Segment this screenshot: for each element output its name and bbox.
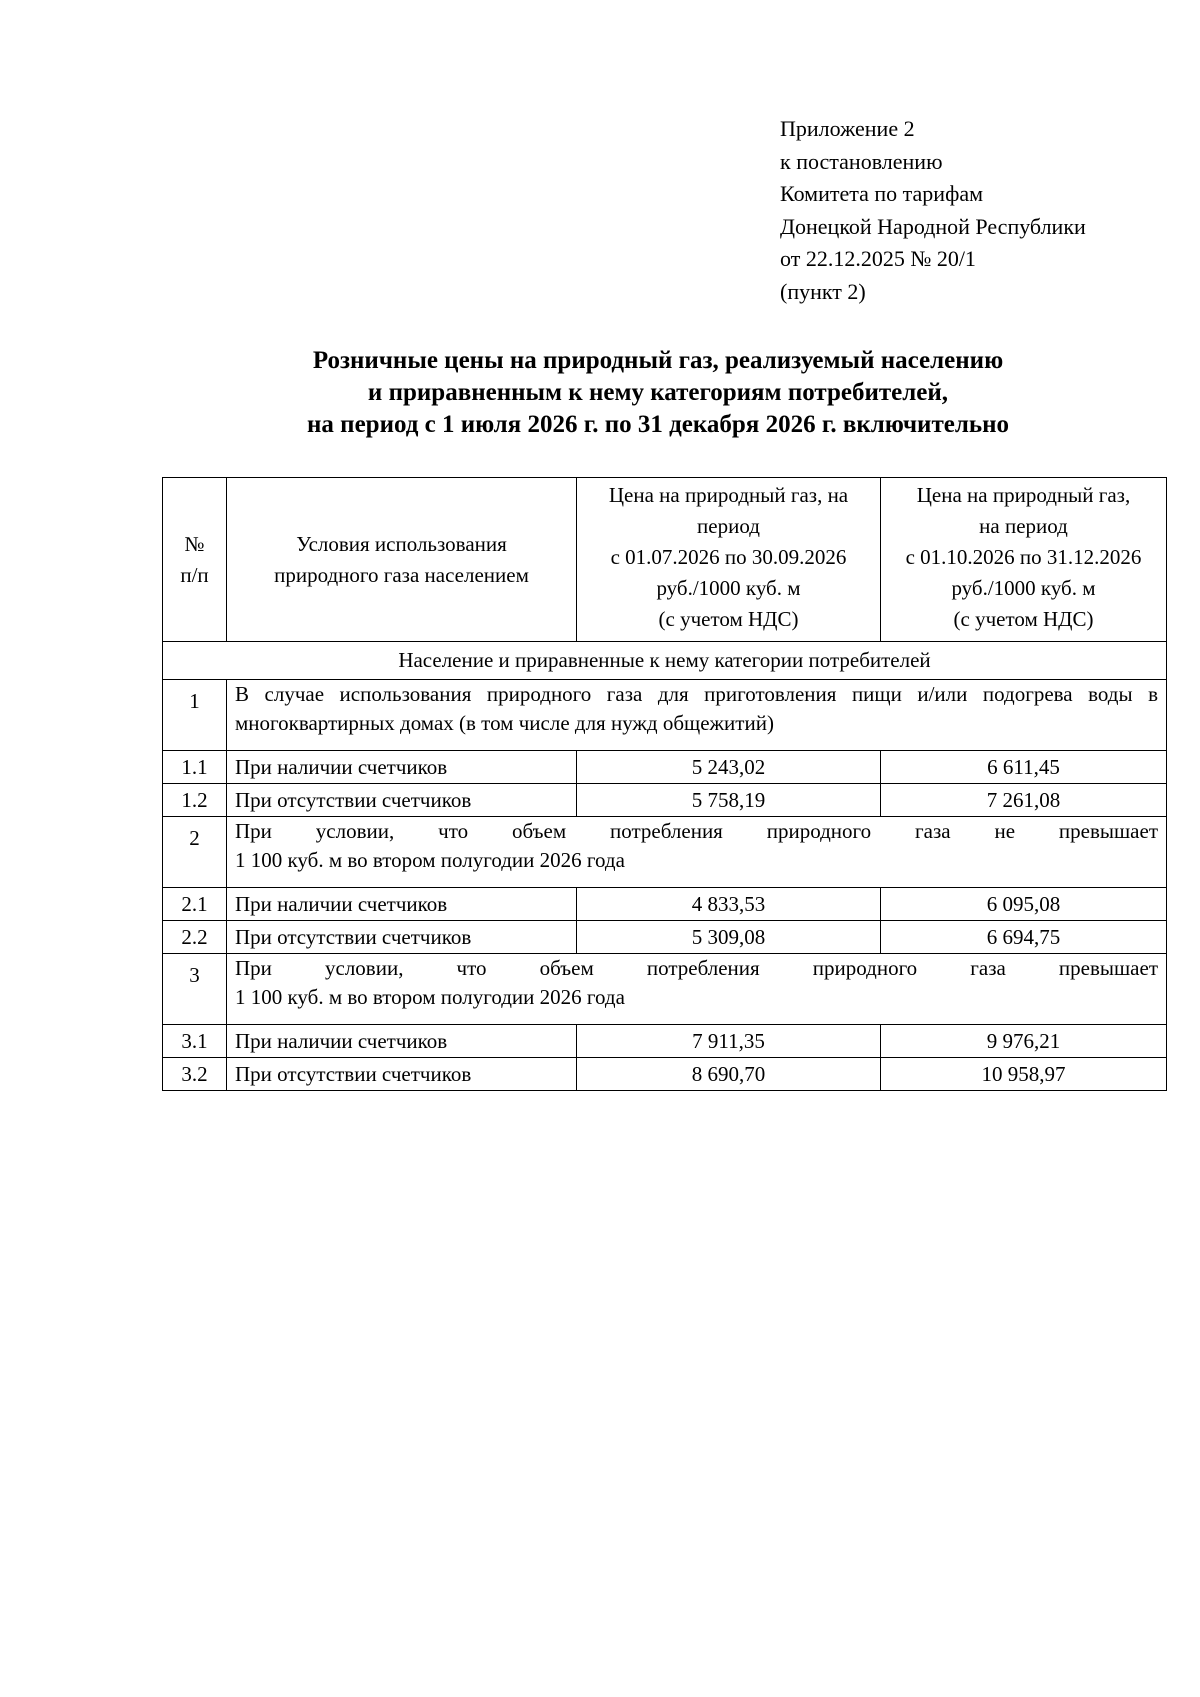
table-row (163, 751, 1167, 784)
item-num: 1.1 (163, 751, 227, 784)
price-table (162, 477, 1167, 1091)
header-price2-cell (881, 478, 1167, 642)
appendix-block (780, 113, 1086, 309)
header-num-line: № (184, 531, 205, 556)
item-price-q3: 7 911,35 (577, 1025, 881, 1058)
appendix-line: Комитета по тарифам (780, 181, 984, 207)
group-description-line: многоквартирных домах (в том числе для нужд общежитий) (235, 711, 774, 735)
item-label: При отсутствии счетчиков (227, 1058, 577, 1091)
header-num-line: п/п (180, 562, 209, 587)
item-price-q4: 6 611,45 (881, 751, 1167, 784)
item-price-q4: 7 261,08 (881, 784, 1167, 817)
header-price1-line: Цена на природный газ, на (608, 483, 849, 507)
item-price-q4: 10 958,97 (881, 1058, 1167, 1091)
item-price-q3: 5 309,08 (577, 921, 881, 954)
item-price-q4: 9 976,21 (881, 1025, 1167, 1058)
group-description-line: При условии, что объем потребления природного газа превышает (235, 956, 1158, 980)
group-description-line: При условии, что объем потребления природного газа не превышает (235, 819, 1158, 843)
section-row (163, 642, 1167, 680)
appendix-line: от 22.12.2025 № 20/1 (780, 246, 976, 272)
appendix-line: (пункт 2) (780, 278, 866, 304)
group-row (163, 954, 1167, 1025)
item-price-q3: 8 690,70 (577, 1058, 881, 1091)
header-conditions-line: Условия использования (296, 531, 507, 556)
header-price1-line: период (697, 514, 760, 538)
header-price1-line: с 01.07.2026 по 30.09.2026 (610, 545, 847, 569)
header-conditions-line: природного газа населением (274, 562, 529, 587)
table-row (163, 921, 1167, 954)
header-price2-line: руб./1000 куб. м (951, 576, 1096, 600)
group-description (227, 680, 1167, 751)
group-num: 2 (163, 817, 227, 888)
item-num: 3.1 (163, 1025, 227, 1058)
appendix-line: к постановлению (780, 148, 943, 174)
group-description-line: 1 100 куб. м во втором полугодии 2026 года (235, 848, 625, 872)
appendix-line: Приложение 2 (780, 116, 915, 141)
group-description-line: В случае использования природного газа для приготовления пищи и/или подогрева воды в (235, 682, 1158, 706)
table-header-row (163, 478, 1167, 642)
item-price-q3: 4 833,53 (577, 888, 881, 921)
item-num: 2.1 (163, 888, 227, 921)
table-row (163, 1058, 1167, 1091)
item-price-q4: 6 694,75 (881, 921, 1167, 954)
item-label: При наличии счетчиков (227, 1025, 577, 1058)
table-row (163, 888, 1167, 921)
group-description (227, 817, 1167, 888)
item-num: 3.2 (163, 1058, 227, 1091)
group-row (163, 817, 1167, 888)
item-price-q3: 5 758,19 (577, 784, 881, 817)
group-description-line: 1 100 куб. м во втором полугодии 2026 года (235, 985, 625, 1009)
title-line: и приравненным к нему категориям потребителей, (367, 379, 949, 406)
document-title (150, 345, 1166, 441)
title-line: Розничные цены на природный газ, реализуемый населению (312, 347, 1004, 374)
header-price1-line: (с учетом НДС) (658, 607, 799, 631)
header-price2-line: (с учетом НДС) (953, 607, 1094, 631)
item-label: При наличии счетчиков (227, 751, 577, 784)
group-num: 3 (163, 954, 227, 1025)
appendix-line: Донецкой Народной Республики (780, 213, 1086, 239)
header-price2-line: с 01.10.2026 по 31.12.2026 (905, 545, 1142, 569)
item-num: 2.2 (163, 921, 227, 954)
header-price1-cell (577, 478, 881, 642)
table-row (163, 1025, 1167, 1058)
header-price1-line: руб./1000 куб. м (656, 576, 801, 600)
header-num-cell (163, 478, 227, 642)
item-label: При отсутствии счетчиков (227, 921, 577, 954)
header-price2-line: Цена на природный газ, (916, 483, 1131, 507)
section-title: Население и приравненные к нему категории потребителей (163, 642, 1167, 680)
table-row (163, 784, 1167, 817)
group-num: 1 (163, 680, 227, 751)
item-price-q3: 5 243,02 (577, 751, 881, 784)
item-label: При наличии счетчиков (227, 888, 577, 921)
item-price-q4: 6 095,08 (881, 888, 1167, 921)
item-num: 1.2 (163, 784, 227, 817)
group-row (163, 680, 1167, 751)
item-label: При отсутствии счетчиков (227, 784, 577, 817)
group-description (227, 954, 1167, 1025)
header-conditions-cell (227, 478, 577, 642)
header-price2-line: на период (979, 514, 1068, 538)
title-line: на период с 1 июля 2026 г. по 31 декабря 2026 г. включительно (307, 411, 1009, 438)
